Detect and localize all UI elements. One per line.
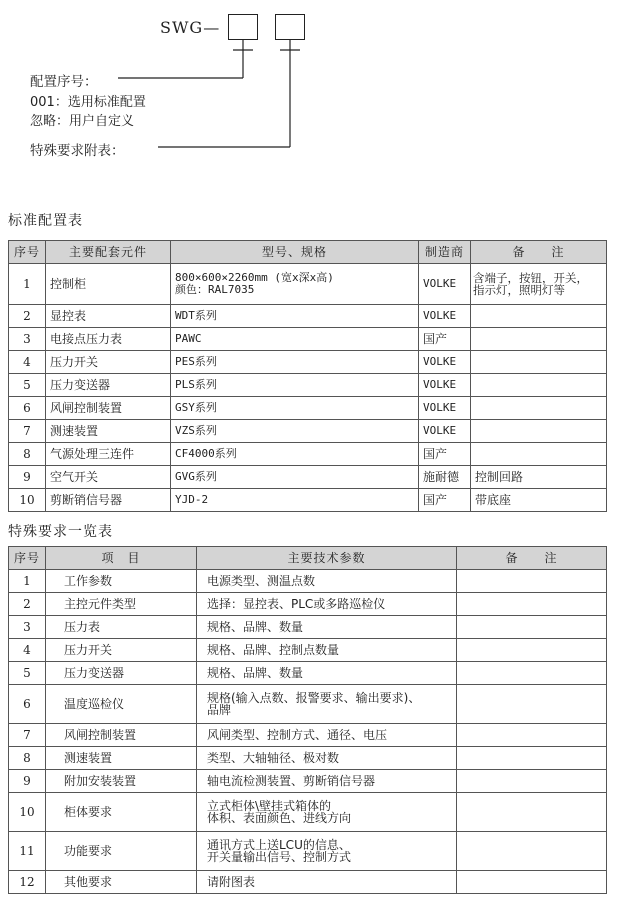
row-spec: PES系列 (171, 351, 419, 374)
row-param: 风闸类型、控制方式、通径、电压 (197, 724, 457, 747)
table-row (9, 685, 607, 724)
row-item: 压力变送器 (46, 662, 197, 685)
row-no: 1 (9, 264, 46, 305)
row-param: 电源类型、测温点数 (197, 570, 457, 593)
row-item: 测速装置 (46, 747, 197, 770)
row-name: 气源处理三连件 (46, 443, 171, 466)
config-label: 配置序号： (30, 74, 98, 90)
row-name: 压力变送器 (46, 374, 171, 397)
param-line: 立式柜体\壁挂式箱体的 (207, 799, 332, 813)
row-item: 其他要求 (46, 871, 197, 894)
col-header: 项 目 (46, 547, 197, 570)
row-no: 4 (9, 639, 46, 662)
special-table-title: 特殊要求一览表 (8, 524, 113, 540)
row-no: 9 (9, 770, 46, 793)
row-item: 温度巡检仪 (46, 685, 197, 724)
row-note (457, 747, 607, 770)
row-note (457, 685, 607, 724)
standard-table-title: 标准配置表 (8, 213, 83, 229)
table-row (9, 489, 607, 512)
table-row (9, 593, 607, 616)
col-header: 序号 (9, 241, 46, 264)
col-header: 主要配套元件 (46, 241, 171, 264)
table-row (9, 747, 607, 770)
row-no: 11 (9, 832, 46, 871)
row-name: 空气开关 (46, 466, 171, 489)
table-row (9, 639, 607, 662)
row-param (197, 685, 457, 724)
table-row (9, 832, 607, 871)
row-no: 2 (9, 593, 46, 616)
row-name: 剪断销信号器 (46, 489, 171, 512)
row-no: 9 (9, 466, 46, 489)
row-param: 规格、品牌、数量 (197, 662, 457, 685)
row-param (197, 832, 457, 871)
row-spec: PAWC (171, 328, 419, 351)
row-note (457, 570, 607, 593)
row-no: 8 (9, 443, 46, 466)
row-name: 风闸控制装置 (46, 397, 171, 420)
standard-config-table (8, 240, 607, 512)
table-row (9, 724, 607, 747)
row-item: 压力表 (46, 616, 197, 639)
row-no: 8 (9, 747, 46, 770)
col-header: 备 注 (471, 241, 607, 264)
table-row (9, 374, 607, 397)
row-param: 规格、品牌、控制点数量 (197, 639, 457, 662)
row-note (457, 871, 607, 894)
table-row (9, 443, 607, 466)
row-maker: VOLKE (419, 420, 471, 443)
row-param: 请附图表 (197, 871, 457, 894)
table-row (9, 351, 607, 374)
col-header: 主要技术参数 (197, 547, 457, 570)
row-note (471, 374, 607, 397)
row-no: 6 (9, 685, 46, 724)
row-item: 主控元件类型 (46, 593, 197, 616)
param-line: 开关量输出信号、控制方式 (207, 850, 352, 864)
table-header-row (9, 547, 607, 570)
row-note (457, 616, 607, 639)
row-spec: GVG系列 (171, 466, 419, 489)
row-note (457, 770, 607, 793)
model-prefix: SWG— (160, 18, 221, 37)
row-spec: VZS系列 (171, 420, 419, 443)
col-header: 序号 (9, 547, 46, 570)
note-line: 指示灯，照明灯等 (473, 283, 565, 297)
row-note (471, 328, 607, 351)
row-name: 压力开关 (46, 351, 171, 374)
row-param (197, 793, 457, 832)
col-header: 型号、规格 (171, 241, 419, 264)
row-note (457, 724, 607, 747)
row-spec: WDT系列 (171, 305, 419, 328)
table-row (9, 616, 607, 639)
row-note (471, 443, 607, 466)
row-spec: GSY系列 (171, 397, 419, 420)
row-note (457, 793, 607, 832)
row-note (457, 832, 607, 871)
table-row (9, 420, 607, 443)
table-row (9, 328, 607, 351)
row-no: 6 (9, 397, 46, 420)
row-no: 5 (9, 662, 46, 685)
row-no: 3 (9, 616, 46, 639)
table-header-row (9, 241, 607, 264)
row-no: 7 (9, 724, 46, 747)
row-note (471, 305, 607, 328)
row-no: 5 (9, 374, 46, 397)
config-option-001: 001：选用标准配置 (30, 95, 146, 110)
row-maker: 施耐德 (419, 466, 471, 489)
table-row (9, 397, 607, 420)
row-maker: VOLKE (419, 397, 471, 420)
row-item: 附加安装装置 (46, 770, 197, 793)
row-note (471, 397, 607, 420)
note-line: 含端子，按钮，开关， (473, 271, 588, 285)
row-maker: 国产 (419, 328, 471, 351)
row-note: 控制回路 (471, 466, 607, 489)
row-no: 1 (9, 570, 46, 593)
row-no: 10 (9, 793, 46, 832)
param-line: 体积、表面颜色、进线方向 (207, 811, 352, 825)
row-note (471, 264, 607, 305)
table-row (9, 662, 607, 685)
row-maker: 国产 (419, 443, 471, 466)
row-note (471, 420, 607, 443)
row-note (471, 351, 607, 374)
table-row (9, 793, 607, 832)
row-no: 7 (9, 420, 46, 443)
row-note (457, 662, 607, 685)
row-item: 柜体要求 (46, 793, 197, 832)
row-param: 规格、品牌、数量 (197, 616, 457, 639)
row-note (457, 593, 607, 616)
row-no: 3 (9, 328, 46, 351)
col-header: 备 注 (457, 547, 607, 570)
special-requirements-table (8, 546, 607, 894)
row-no: 12 (9, 871, 46, 894)
row-maker: VOLKE (419, 264, 471, 305)
row-no: 4 (9, 351, 46, 374)
row-maker: VOLKE (419, 374, 471, 397)
row-name: 测速装置 (46, 420, 171, 443)
row-maker: VOLKE (419, 351, 471, 374)
row-param: 轴电流检测装置、剪断销信号器 (197, 770, 457, 793)
table-row (9, 871, 607, 894)
row-param: 类型、大轴轴径、极对数 (197, 747, 457, 770)
param-line: 品牌 (207, 703, 232, 717)
row-note: 带底座 (471, 489, 607, 512)
row-name: 控制柜 (46, 264, 171, 305)
table-row (9, 264, 607, 305)
row-item: 风闸控制装置 (46, 724, 197, 747)
row-name: 显控表 (46, 305, 171, 328)
row-param: 选择：显控表、PLC或多路巡检仪 (197, 593, 457, 616)
row-item: 功能要求 (46, 832, 197, 871)
row-note (457, 639, 607, 662)
config-option-omit: 忽略：用户自定义 (30, 114, 135, 129)
row-item: 压力开关 (46, 639, 197, 662)
row-spec (171, 264, 419, 305)
row-name: 电接点压力表 (46, 328, 171, 351)
row-item: 工作参数 (46, 570, 197, 593)
table-row (9, 570, 607, 593)
table-row (9, 305, 607, 328)
row-no: 10 (9, 489, 46, 512)
row-maker: VOLKE (419, 305, 471, 328)
special-label: 特殊要求附表： (30, 143, 125, 159)
row-maker: 国产 (419, 489, 471, 512)
row-spec: CF4000系列 (171, 443, 419, 466)
spec-line: 颜色：RAL7035 (175, 283, 255, 296)
col-header: 制造商 (419, 241, 471, 264)
spec-line: 800×600×2260mm (宽x深x高) (175, 271, 334, 284)
table-row (9, 466, 607, 489)
row-spec: YJD-2 (171, 489, 419, 512)
row-spec: PLS系列 (171, 374, 419, 397)
row-no: 2 (9, 305, 46, 328)
param-line: 通讯方式上送LCU的信息、 (207, 838, 351, 852)
table-row (9, 770, 607, 793)
param-line: 规格(输入点数、报警要求、输出要求)、 (207, 691, 421, 705)
